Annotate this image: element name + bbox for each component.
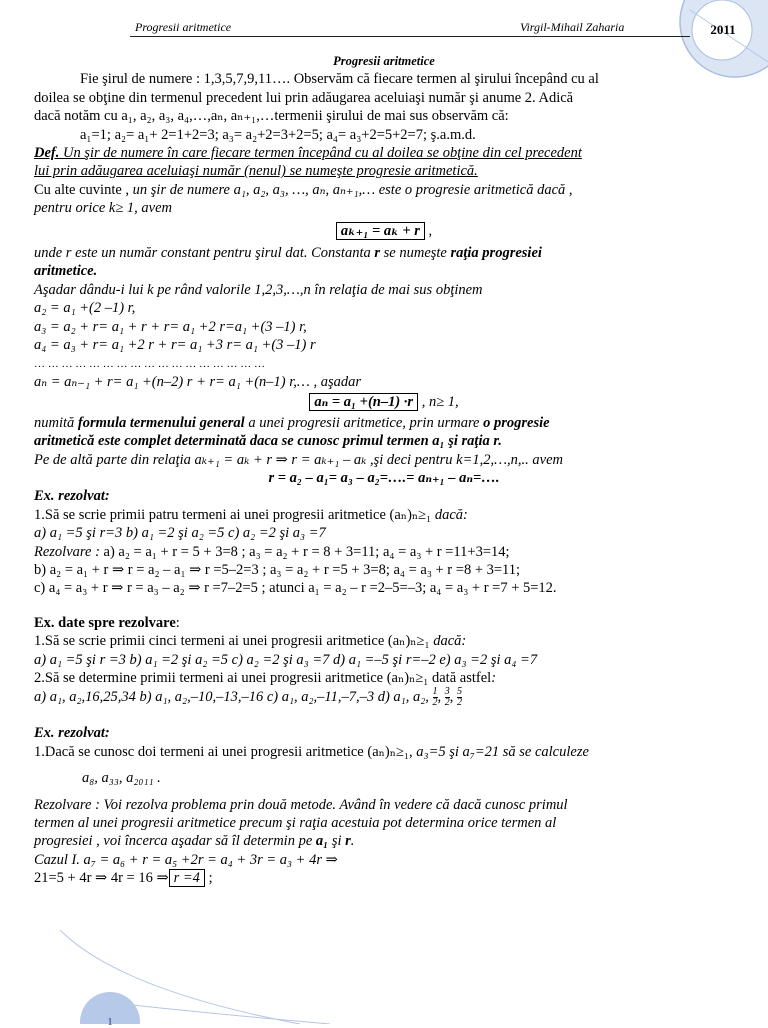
year-label: 2011 xyxy=(710,22,736,37)
formula-line: a₂ = a₁ +(2 –1) r, xyxy=(34,300,136,317)
formula-line: r = a₂ – a₁= a₃ – a₂=….= aₙ₊₁ – aₙ=…. xyxy=(268,469,500,486)
header-rule xyxy=(130,36,690,37)
header-right: Virgil-Mihail Zaharia xyxy=(520,20,625,34)
definition-line: lui prin adăugarea aceluiaşi număr (nenul) se numeşte progresie aritmetică. xyxy=(34,163,478,180)
solution-line: b) a₂ = a₁ + r ⇒ r = a₂ – a₁ ⇒ r =5–2=3 ; a₃ = a₂ + r =5 + 3=8; a₄ = a₃ + r =8 + 3=11; xyxy=(34,561,521,578)
section-heading: Ex. rezolvat: xyxy=(34,488,110,505)
section-heading: Ex. rezolvat: xyxy=(34,725,110,742)
paragraph-line: Cu alte cuvinte , un şir de numere a₁, a₂, a₃, …, aₙ, aₙ₊₁,… este o progresie aritmetică dacă , xyxy=(34,181,573,198)
fraction: $\frac{1}{2}$ xyxy=(432,686,438,709)
exercise-line: 2.Să se determine primii termeni ai unei progresii aritmetice (aₙ)ₙ≥₁ dată astfel: xyxy=(34,670,497,686)
def-label: Def. xyxy=(34,145,60,162)
general-term-formula: aₙ = a₁ +(n–1) ·r xyxy=(309,393,418,411)
boxed-formula: aₙ = a₁ +(n–1) ·r , n≥ 1, xyxy=(34,393,734,411)
solution-line: Rezolvare : Voi rezolva problema prin două metode. Având în vedere că dacă cunosc primul xyxy=(34,796,568,813)
solution-line: 21=5 + 4r ⇒ 4r = 16 ⇒ r =4 ; xyxy=(34,870,213,887)
exercise-line: a₈, a₃₃, a₂₀₁₁ . xyxy=(82,770,161,787)
exercise-line: 1.Să se scrie primii cinci termeni ai unei progresii aritmetice (aₙ)ₙ≥₁ dacă: xyxy=(34,633,467,650)
page-title: Progresii aritmetice xyxy=(333,54,435,68)
ellipsis-line: … … … … … … … … … … … … … … … … … xyxy=(34,357,265,370)
solution-line: progresiei , voi încerca aşadar să îl determin pe a₁ şi r. xyxy=(34,833,355,850)
exercise-line: 1.Dacă se cunosc doi termeni ai unei progresii aritmetice (aₙ)ₙ≥₁, a₃=5 şi a₇=21 să se calculeze xyxy=(34,743,589,760)
exercise-line: a) a₁ =5 şi r =3 b) a₁ =2 şi a₂ =5 c) a₂ =2 şi a₃ =7 d) a₁ =–5 şi r=–2 e) a₃ =2 şi a₄ =7 xyxy=(34,651,538,668)
formula-line: aₙ = aₙ₋₁ + r= a₁ +(n–2) r + r= a₁ +(n–1) r,… , aşadar xyxy=(34,373,361,390)
section-heading: Ex. date spre rezolvare: xyxy=(34,614,180,631)
paragraph-line: numită formula termenului general a unei progresii aritmetice, prin urmare o progresie xyxy=(34,414,550,431)
formula-line: a₁=1; a₂= a₁+ 2=1+2=3; a₃= a₂+2=3+2=5; a₄= a₃+2=5+2=7; ş.a.m.d. xyxy=(80,126,476,143)
solution-line: Cazul I. a₇ = a₆ + r = a₅ +2r = a₄ + 3r = a₃ + 4r ⇒ xyxy=(34,851,338,868)
exercise-line: a) a₁, a₂,16,25,34 b) a₁, a₂,–10,–13,–16 c) a₁, a₂,–11,–7,–3 d) a₁, a₂, $\frac{1}{2}$ , $\frac{3}{2}$ , $\frac{5}{2}$ xyxy=(34,686,463,709)
document-body xyxy=(34,52,734,888)
boxed-result: r =4 xyxy=(169,869,205,887)
paragraph-line: doilea se obţine din termenul precedent lui prin adăugarea aceluiaşi număr şi anume 2. Adică xyxy=(34,89,574,106)
page-number: 1 xyxy=(107,1016,113,1028)
definition-line: Def. Un şir de numere în care fiecare termen începând cu al doilea se obţine din cel precedent xyxy=(34,145,582,162)
paragraph-line: Aşadar dându-i lui k pe rând valorile 1,2,3,…,n în relaţia de mai sus obţinem xyxy=(34,281,483,298)
formula-line: a₄ = a₃ + r= a₁ +2 r + r= a₁ +3 r= a₁ +(3 –1) r xyxy=(34,337,316,354)
recurrence-formula: aₖ₊₁ = aₖ + r xyxy=(336,222,425,240)
solution-line: c) a₄ = a₃ + r ⇒ r = a₃ – a₂ ⇒ r =7–2=5 ; atunci a₁ = a₂ – r =2–5=–3; a₄ = a₃ + r =7 + 5=12. xyxy=(34,580,557,597)
formula-line: a₃ = a₂ + r= a₁ + r + r= a₁ +2 r=a₁ +(3 –1) r, xyxy=(34,318,307,335)
paragraph-line: pentru orice k≥ 1, avem xyxy=(34,200,173,217)
boxed-formula: aₖ₊₁ = aₖ + r , xyxy=(34,222,734,240)
fraction: $\frac{3}{2}$ xyxy=(444,686,450,709)
paragraph-line: dacă notăm cu a₁, a₂, a₃, a₄,…,aₙ, aₙ₊₁,…termenii şirului de mai sus observăm că: xyxy=(34,108,509,125)
paragraph-line: Pe de altă parte din relaţia aₖ₊₁ = aₖ + r ⇒ r = aₖ₊₁ – aₖ ,şi deci pentru k=1,2,…,n,.. avem xyxy=(34,451,564,468)
paragraph-line: aritmetică este complet determinată daca se cunosc primul termen a₁ şi raţia r. xyxy=(34,433,502,450)
solution-line: termen al unei progresii aritmetice precum şi raţia acestuia pot determina orice termen al xyxy=(34,815,557,832)
solution-line: Rezolvare : a) a₂ = a₁ + r = 5 + 3=8 ; a₃ = a₂ + r = 8 + 3=11; a₄ = a₃ + r =11+3=14; xyxy=(34,543,510,560)
exercise-line: a) a₁ =5 şi r=3 b) a₁ =2 şi a₂ =5 c) a₂ =2 şi a₃ =7 xyxy=(34,525,326,542)
fraction: $\frac{5}{2}$ xyxy=(457,686,463,709)
header-left: Progresii aritmetice xyxy=(135,20,232,34)
paragraph-line: aritmetice. xyxy=(34,263,98,280)
paragraph-line: unde r este un număr constant pentru şirul dat. Constanta r se numeşte raţia progresiei xyxy=(34,245,542,262)
paragraph-line: Fie şirul de numere : 1,3,5,7,9,11…. Observăm că fiecare termen al şirului începând cu al xyxy=(80,71,599,88)
exercise-line: 1.Să se scrie primii patru termeni ai unei progresii aritmetice (aₙ)ₙ≥₁ dacă: xyxy=(34,506,468,523)
